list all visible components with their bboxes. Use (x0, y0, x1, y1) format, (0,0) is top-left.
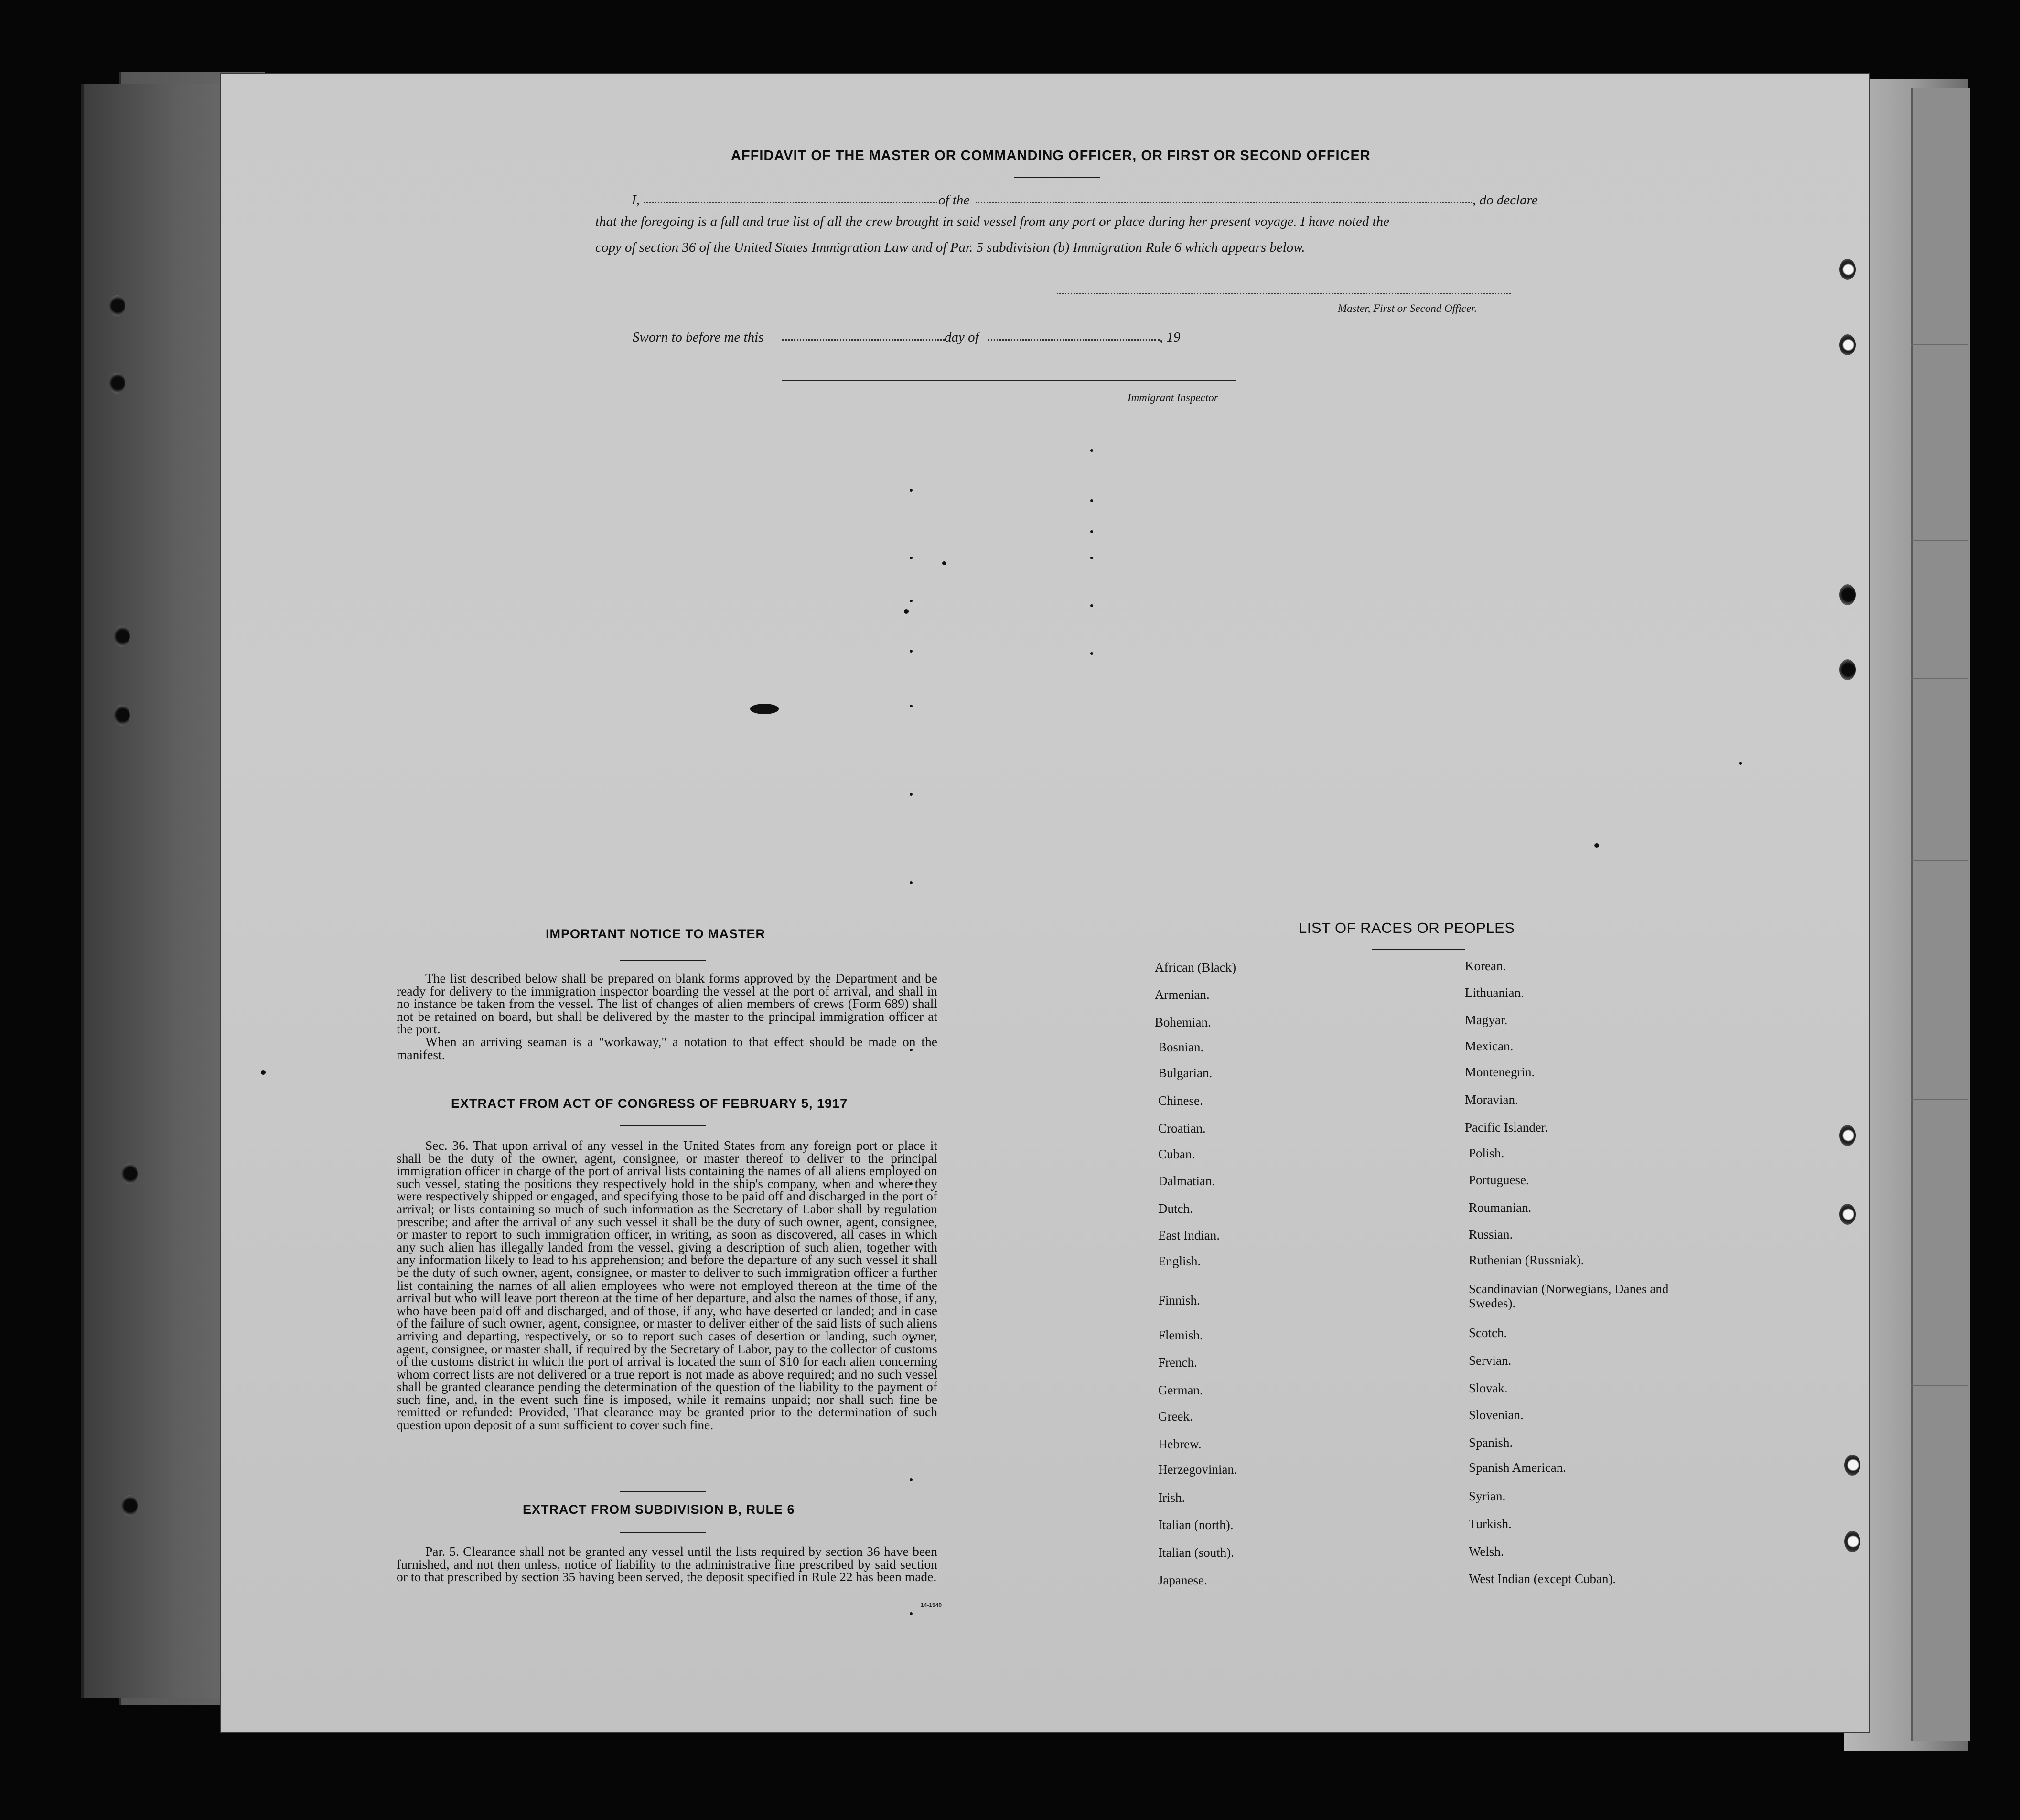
speck (1090, 652, 1093, 655)
speck (910, 1612, 913, 1615)
race-item: Korean. (1465, 959, 1506, 973)
sworn-year: , 19 (1160, 330, 1181, 345)
binder-hole (109, 295, 125, 316)
speck (1090, 604, 1093, 607)
act-underline (620, 1125, 706, 1126)
race-item: African (Black) (1155, 960, 1236, 974)
underlying-ledger-strip (1911, 88, 1970, 1741)
race-item: Croatian. (1158, 1121, 1206, 1135)
act-extract-text: Sec. 36. That upon arrival of any vessel in the United States from any foreign port or place it shall be the duty of the owner, agent, consignee, or master thereof to deliver to the principal immigration officer in charge of the port of arrival lists containing the names of all aliens employed on such vessel, stating the positions they respectively hold in the ship's company, when and where they were respectively shipped or engaged, and specifying those to be paid off and discharged in the port of arrival; or lists containing so much of such information as the Secretary of Labor shall by regulation prescribe; and after the arrival of any such vessel it shall be the duty of such owner, agent, consignee, or master to report to such immigration officer, in writing, as soon as discovered, all cases in which any such alien has illegally landed from the vessel, giving a description of such alien, together with any information likely to lead to his apprehension; and before the departure of any such vessel it shall be the duty of such owner, agent, consignee, or master to deliver to such immigration officer a further list containing the names of all alien employees who were not employed thereon at the time of the arrival but who will leave port thereon at the time of her departure, and also the names of those, if any, who have been paid off and discharged, and of those, if any, who have deserted or landed; and in case of the failure of such owner, agent, consignee, or master to deliver either of the said lists of such aliens arriving and departing, respectively, or so to report such cases of desertion or landing, such owner, agent, consignee, or master shall, if required by the Secretary of Labor, pay to the collector of customs of the customs district in which the port of arrival is located the sum of $10 for each alien concerning whom correct lists are not delivered or a true report is not made as above required; and no such vessel shall be granted clearance pending the determination of the question of the liability to the payment of such fine, and, in the event such fine is imposed, while it remains unpaid; nor shall such fine be remitted or refunded: Provided, That clearance may be granted prior to the determination of such question upon deposit of a sum sufficient to cover such fine. (397, 1138, 937, 1433)
speck (1090, 449, 1093, 452)
race-item: Russian. (1469, 1227, 1513, 1242)
race-item: Slovak. (1469, 1381, 1508, 1395)
speck (910, 600, 913, 602)
binder-hole (1839, 259, 1856, 280)
affidavit-line-2: that the foregoing is a full and true list of all the crew brought in said vessel from any port or place during her present voyage. I have noted the (595, 214, 1389, 229)
sworn-month-blank[interactable] (988, 339, 1160, 341)
race-item: Montenegrin. (1465, 1065, 1535, 1079)
race-item: Hebrew. (1158, 1437, 1202, 1451)
races-title: LIST OF RACES OR PEOPLES (1299, 920, 1515, 936)
notice-paragraph-2: When an arriving seaman is a "workaway," a notation to that effect should be made on the manifest. (397, 1034, 937, 1062)
officer-signature-line[interactable] (1057, 293, 1511, 294)
race-item: Dutch. (1158, 1201, 1193, 1216)
speck (261, 1070, 266, 1075)
notice-paragraph-1: The list described below shall be prepared on blank forms approved by the Department and be ready for delivery to the immigration inspector boarding the vessel at the port of arrival, and shall in no instance be taken from the vessel. The list of changes of alien members of crews (Form 689) shall not be retained on board, but shall be delivered by the master to the principal immigration officer at the port. (397, 971, 937, 1036)
ledger-rule (1911, 540, 1968, 541)
title-underline (1014, 177, 1100, 178)
notice-title: IMPORTANT NOTICE TO MASTER (546, 927, 765, 941)
act-extract-title: EXTRACT FROM ACT OF CONGRESS OF FEBRUARY 5, 1917 (451, 1096, 848, 1111)
race-item: Lithuanian. (1465, 985, 1524, 1000)
rule-extract-text: Par. 5. Clearance shall not be granted any vessel until the lists required by section 36 have been furnished, and not then unless, notice of liability to the administrative fine prescribed by said section or to that prescribed by section 35 having been served, the deposit specified in Rule 22 has been made. (397, 1544, 937, 1584)
ledger-rule (1911, 1385, 1968, 1386)
speck (910, 881, 913, 884)
binder-hole (1839, 1204, 1856, 1225)
race-item: Japanese. (1158, 1573, 1207, 1587)
race-item: Chinese. (1158, 1093, 1203, 1108)
binder-hole (121, 1163, 138, 1184)
affidavit-line-3: copy of section 36 of the United States Immigration Law and of Par. 5 subdivision (b) Immigration Rule 6 which appears below. (595, 240, 1305, 255)
speck (1739, 762, 1742, 765)
race-item: West Indian (except Cuban). (1469, 1572, 1616, 1586)
race-item: Italian (south). (1158, 1545, 1234, 1560)
binder-hole (1844, 1455, 1860, 1476)
affidavit-declare: , do declare (1472, 193, 1538, 208)
rule-top-rule (620, 1491, 706, 1492)
speck (910, 1478, 913, 1481)
race-item: German. (1158, 1383, 1203, 1397)
binder-hole (114, 626, 130, 647)
rule-underline (620, 1532, 706, 1533)
race-item: Bosnian. (1158, 1040, 1204, 1054)
speck (1090, 530, 1093, 533)
race-item: Portuguese. (1469, 1173, 1529, 1187)
sworn-day-of: day of (945, 330, 979, 345)
sworn-date-blank[interactable] (782, 339, 945, 341)
binder-hole (1839, 659, 1856, 680)
ledger-rule (1911, 1099, 1968, 1100)
binder-hole (1844, 1531, 1860, 1552)
binder-hole (1839, 1125, 1856, 1146)
race-item: East Indian. (1158, 1228, 1220, 1242)
race-item: Turkish. (1469, 1517, 1512, 1531)
race-item: Irish. (1158, 1490, 1185, 1505)
race-item: Finnish. (1158, 1293, 1200, 1307)
race-item: Dalmatian. (1158, 1174, 1215, 1188)
race-item: Servian. (1469, 1353, 1512, 1368)
races-underline (1372, 949, 1465, 950)
affidavit-of-the: of the (938, 193, 970, 208)
sworn-prefix: Sworn to before me this (633, 330, 764, 345)
race-item: Magyar. (1465, 1013, 1508, 1027)
race-item: French. (1158, 1355, 1197, 1370)
vessel-blank[interactable] (976, 202, 1472, 203)
race-item: Polish. (1469, 1146, 1504, 1160)
race-item: Ruthenian (Russniak). (1469, 1253, 1584, 1267)
ledger-rule (1911, 678, 1968, 679)
race-item: Welsh. (1469, 1544, 1504, 1559)
race-item: Pacific Islander. (1465, 1120, 1548, 1135)
speck (910, 557, 913, 559)
speck (910, 793, 913, 796)
inspector-signature-line[interactable] (782, 380, 1236, 381)
form-number: 14-1540 (921, 1602, 942, 1608)
binder-hole (121, 1495, 138, 1516)
race-item: Scandinavian (Norwegians, Danes and Swedes). (1469, 1282, 1669, 1310)
binder-hole (114, 705, 130, 726)
ledger-rule (1911, 344, 1968, 345)
rule-extract-title: EXTRACT FROM SUBDIVISION B, RULE 6 (523, 1502, 795, 1517)
speck (910, 489, 913, 492)
race-item: Spanish. (1469, 1435, 1513, 1450)
race-item: Herzegovinian. (1158, 1462, 1237, 1477)
name-blank[interactable] (644, 202, 937, 203)
notice-underline (620, 960, 706, 961)
race-item: Scotch. (1469, 1326, 1507, 1340)
race-item: Syrian. (1469, 1489, 1506, 1503)
race-item: English. (1158, 1254, 1201, 1268)
officer-caption: Master, First or Second Officer. (1338, 302, 1477, 314)
race-item: Moravian. (1465, 1092, 1518, 1107)
race-item: Spanish American. (1469, 1460, 1566, 1475)
inspector-caption: Immigrant Inspector (1128, 392, 1218, 404)
race-item: Greek. (1158, 1409, 1193, 1424)
binder-hole (1839, 334, 1856, 355)
speck (904, 609, 909, 614)
race-item: Roumanian. (1469, 1200, 1532, 1215)
race-item: Italian (north). (1158, 1518, 1234, 1532)
race-item: Bulgarian. (1158, 1066, 1213, 1080)
speck (1090, 557, 1093, 559)
binder-hole (1839, 584, 1856, 605)
ink-blot (750, 704, 779, 714)
race-item: Armenian. (1155, 987, 1210, 1002)
race-item: Bohemian. (1155, 1015, 1211, 1029)
manifest-page (221, 74, 1869, 1732)
speck (1090, 499, 1093, 502)
race-item: Flemish. (1158, 1328, 1203, 1342)
speck (910, 705, 913, 707)
affidavit-i: I, (632, 193, 640, 208)
speck (942, 561, 946, 565)
ledger-rule (1911, 860, 1968, 861)
race-item: Slovenian. (1469, 1408, 1524, 1422)
speck (1594, 843, 1599, 848)
binder-hole (109, 373, 125, 394)
race-item: Cuban. (1158, 1147, 1195, 1161)
race-item: Mexican. (1465, 1039, 1514, 1053)
affidavit-title: AFFIDAVIT OF THE MASTER OR COMMANDING OFFICER, OR FIRST OR SECOND OFFICER (731, 148, 1371, 163)
speck (910, 650, 913, 653)
